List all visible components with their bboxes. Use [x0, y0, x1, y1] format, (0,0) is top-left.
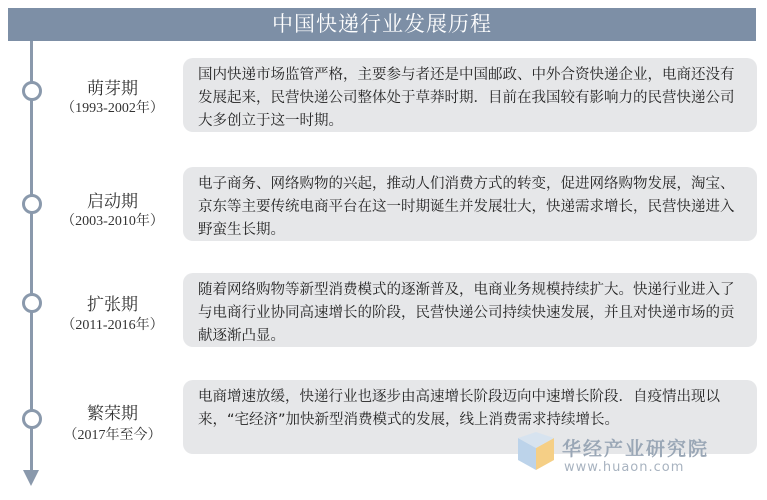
watermark — [516, 430, 756, 480]
period-name-1: 萌芽期 — [87, 79, 138, 99]
watermark-name: 华经产业研究院 — [562, 438, 710, 460]
timeline-node-3 — [22, 293, 42, 313]
watermark-url: www.huaon.com — [564, 460, 685, 475]
period-years-4: （2017年至今） — [63, 428, 162, 443]
timeline-node-4 — [22, 409, 42, 429]
timeline-line — [30, 41, 33, 471]
title-bar — [8, 8, 756, 41]
timeline-node-1 — [22, 81, 42, 101]
period-description-4: 电商增速放缓，快递行业也逐步由高速增长阶段迈向中速增长阶段．自疫情出现以来，“宅经济”加快新型消费模式的发展，线上消费需求持续增长。 — [183, 380, 757, 454]
page-title: 中国快递行业发展历程 — [272, 12, 492, 36]
period-description-1: 国内快递市场监管严格，主要参与者还是中国邮政、中外合资快递企业，电商还没有发展起来，民营快递公司整体处于草莽时期．目前在我国较有影响力的民营快递公司大多创立于这一时期。 — [183, 58, 757, 132]
period-years-2: （2003-2010年） — [61, 214, 164, 229]
period-name-2: 启动期 — [87, 192, 138, 212]
period-name-4: 繁荣期 — [87, 404, 138, 424]
period-years-1: （1993-2002年） — [61, 101, 164, 116]
period-description-2: 电子商务、网络购物的兴起，推动人们消费方式的转变，促进网络购物发展，淘宝、京东等主要传统电商平台在这一时期诞生并发展壮大，快递需求增长，民营快递进入野蛮生长期。 — [183, 167, 757, 241]
timeline-node-2 — [22, 194, 42, 214]
huaon-logo-icon — [516, 432, 556, 472]
period-name-3: 扩张期 — [87, 295, 138, 315]
period-years-3: （2011-2016年） — [61, 318, 164, 333]
timeline-arrow-icon — [23, 470, 39, 486]
period-description-3: 随着网络购物等新型消费模式的逐渐普及，电商业务规模持续扩大。快递行业进入了与电商行业协同高速增长的阶段，民营快递公司持续快速发展，并且对快递市场的贡献逐渐凸显。 — [183, 273, 757, 347]
